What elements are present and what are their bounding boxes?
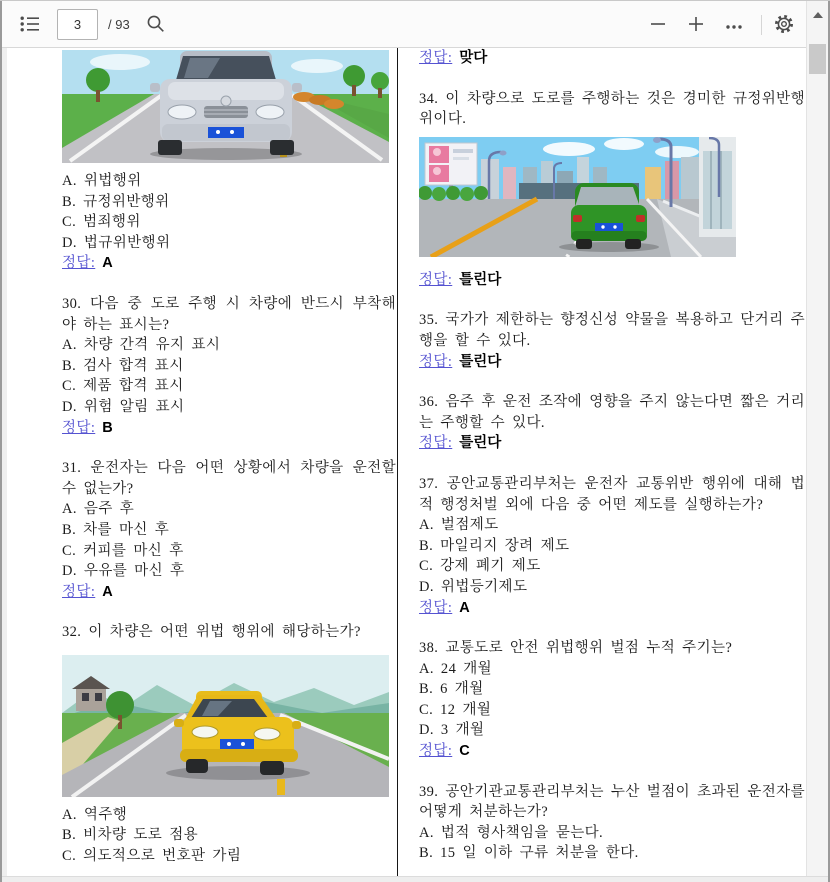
answer-line (419, 48, 805, 69)
city-street-car-illustration (419, 137, 805, 257)
question-37-block (419, 474, 805, 618)
gear-icon (773, 13, 795, 38)
answer-link[interactable]: 정답: (62, 583, 96, 600)
ellipsis-icon (725, 18, 743, 33)
question-title: 36. 음주 후 운전 조작에 영향을 주지 않는다면 짧은 거리는 주행할 수 있다. (419, 394, 805, 431)
pdf-page (7, 48, 806, 877)
pdf-toolbar (2, 1, 806, 48)
question-38-block (419, 638, 805, 762)
answer-line (419, 352, 805, 373)
column-divider (397, 48, 398, 877)
zoom-out-button[interactable] (644, 11, 672, 39)
answer-value: 틀린다 (459, 271, 502, 288)
option-line: D. 우유를 마신 후 (62, 563, 185, 580)
answer-value: 맞다 (459, 50, 488, 66)
option-line: D. 법규위반행위 (62, 234, 171, 251)
option-line: B. 차를 마신 후 (62, 521, 170, 538)
option-line: A. 벌점제도 (419, 517, 499, 534)
page-total-label: / 93 (108, 17, 130, 32)
option-line: A. 역주행 (62, 806, 128, 823)
right-column (419, 48, 805, 864)
question-39-block (419, 782, 805, 864)
option-line: B. 검사 합격 표시 (62, 357, 184, 374)
question-title: 37. 공안교통관리부처는 운전자 교통위반 행위에 대해 법적 행정처벌 외에 다음 중 어떤 제도를 실행하는가? (419, 475, 805, 513)
page-number-input[interactable] (57, 9, 98, 40)
question-31-block (62, 458, 396, 602)
option-line: B. 6 개월 (419, 681, 484, 698)
answer-value: A (102, 583, 113, 600)
option-line: B. 마일리지 장려 제도 (419, 537, 570, 554)
answer-line (62, 253, 396, 274)
answer-value: 틀린다 (459, 435, 502, 452)
option-line: C. 의도적으로 번호판 가림 (62, 848, 242, 865)
question-35-block (419, 310, 805, 372)
answer-link[interactable]: 정답: (62, 419, 96, 436)
minus-icon (650, 16, 666, 35)
option-line: A. 위법행위 (62, 173, 142, 189)
answer-value: A (102, 255, 113, 272)
scrollbar-thumb[interactable] (809, 44, 826, 74)
answer-link[interactable]: 정답: (419, 353, 453, 370)
question-title: 32. 이 차량은 어떤 위법 행위에 해당하는가? (62, 624, 361, 641)
answer-link[interactable]: 정답: (419, 435, 453, 452)
option-line: A. 24 개월 (419, 660, 493, 677)
search-button[interactable] (142, 11, 170, 39)
scroll-up-button[interactable] (807, 7, 829, 21)
option-line: A. 음주 후 (62, 501, 135, 518)
question-title: 39. 공안기관교통관리부처는 누산 벌점이 초과된 운전자를 어떻게 처분하는가? (419, 783, 805, 821)
option-line: A. 법적 형사책임을 묻는다. (419, 824, 604, 841)
window-top-edge (0, 0, 830, 1)
answer-link[interactable]: 정답: (419, 599, 453, 616)
question-33-block (419, 48, 805, 69)
question-34-block (419, 89, 805, 291)
option-line: C. 제품 합격 표시 (62, 378, 184, 395)
toolbar-separator (761, 15, 762, 35)
search-icon (146, 14, 166, 37)
answer-line (62, 582, 396, 603)
window-left-edge (0, 0, 2, 882)
option-line: A. 차량 간격 유지 표시 (62, 337, 221, 354)
option-line: C. 강제 폐기 제도 (419, 558, 541, 575)
zoom-in-button[interactable] (682, 11, 710, 39)
question-title: 34. 이 차량으로 도로를 주행하는 것은 경미한 규정위반행위이다. (419, 90, 805, 128)
yellow-car-illustration (62, 655, 396, 797)
answer-link[interactable]: 정답: (419, 271, 453, 288)
answer-line (419, 598, 805, 619)
answer-line (419, 433, 805, 454)
scroll-up-arrow-icon (813, 5, 823, 23)
table-of-contents-icon (20, 15, 40, 36)
question-title: 38. 교통도로 안전 위법행위 벌점 누적 주기는? (419, 640, 733, 657)
option-line: C. 커피를 마신 후 (62, 542, 184, 559)
answer-value: B (102, 419, 113, 436)
answer-value: 틀린다 (459, 353, 502, 370)
answer-value: A (459, 599, 470, 616)
table-of-contents-button[interactable] (16, 11, 44, 39)
answer-line (419, 270, 805, 291)
option-line: C. 12 개월 (419, 701, 492, 718)
question-title: 31. 운전자는 다음 어떤 상황에서 차량을 운전할 수 없는가? (62, 460, 396, 497)
question-title: 35. 국가가 제한하는 향정신성 약물을 복용하고 단거리 주행을 할 수 있다. (419, 312, 805, 349)
horizontal-scroll-area[interactable] (2, 876, 828, 882)
settings-button[interactable] (770, 11, 798, 39)
more-options-button[interactable] (720, 11, 748, 39)
plus-icon (688, 16, 704, 35)
answer-link[interactable]: 정답: (419, 50, 453, 66)
answer-link[interactable]: 정답: (419, 743, 453, 760)
question-32-block (62, 622, 396, 866)
question-30-block (62, 294, 396, 438)
option-line: B. 규정위반행위 (62, 193, 170, 210)
question-36-block (419, 392, 805, 454)
answer-line (419, 741, 805, 762)
answer-value: C (459, 743, 470, 760)
option-line: B. 15 일 이하 구류 처분을 한다. (419, 845, 639, 862)
answer-line (62, 418, 396, 439)
silver-car-illustration (62, 50, 396, 163)
answer-link[interactable]: 정답: (62, 255, 96, 272)
option-line: D. 3 개월 (419, 722, 485, 739)
question-29-block (62, 171, 396, 274)
vertical-scrollbar-track[interactable] (806, 1, 828, 882)
option-line: D. 위법등기제도 (419, 578, 528, 595)
option-line: C. 범죄행위 (62, 214, 141, 231)
option-line: D. 위험 알림 표시 (62, 398, 185, 415)
left-column (62, 50, 396, 867)
question-title: 30. 다음 중 도로 주행 시 차량에 반드시 부착해야 하는 표시는? (62, 295, 396, 333)
option-line: B. 비차량 도로 점용 (62, 827, 199, 844)
